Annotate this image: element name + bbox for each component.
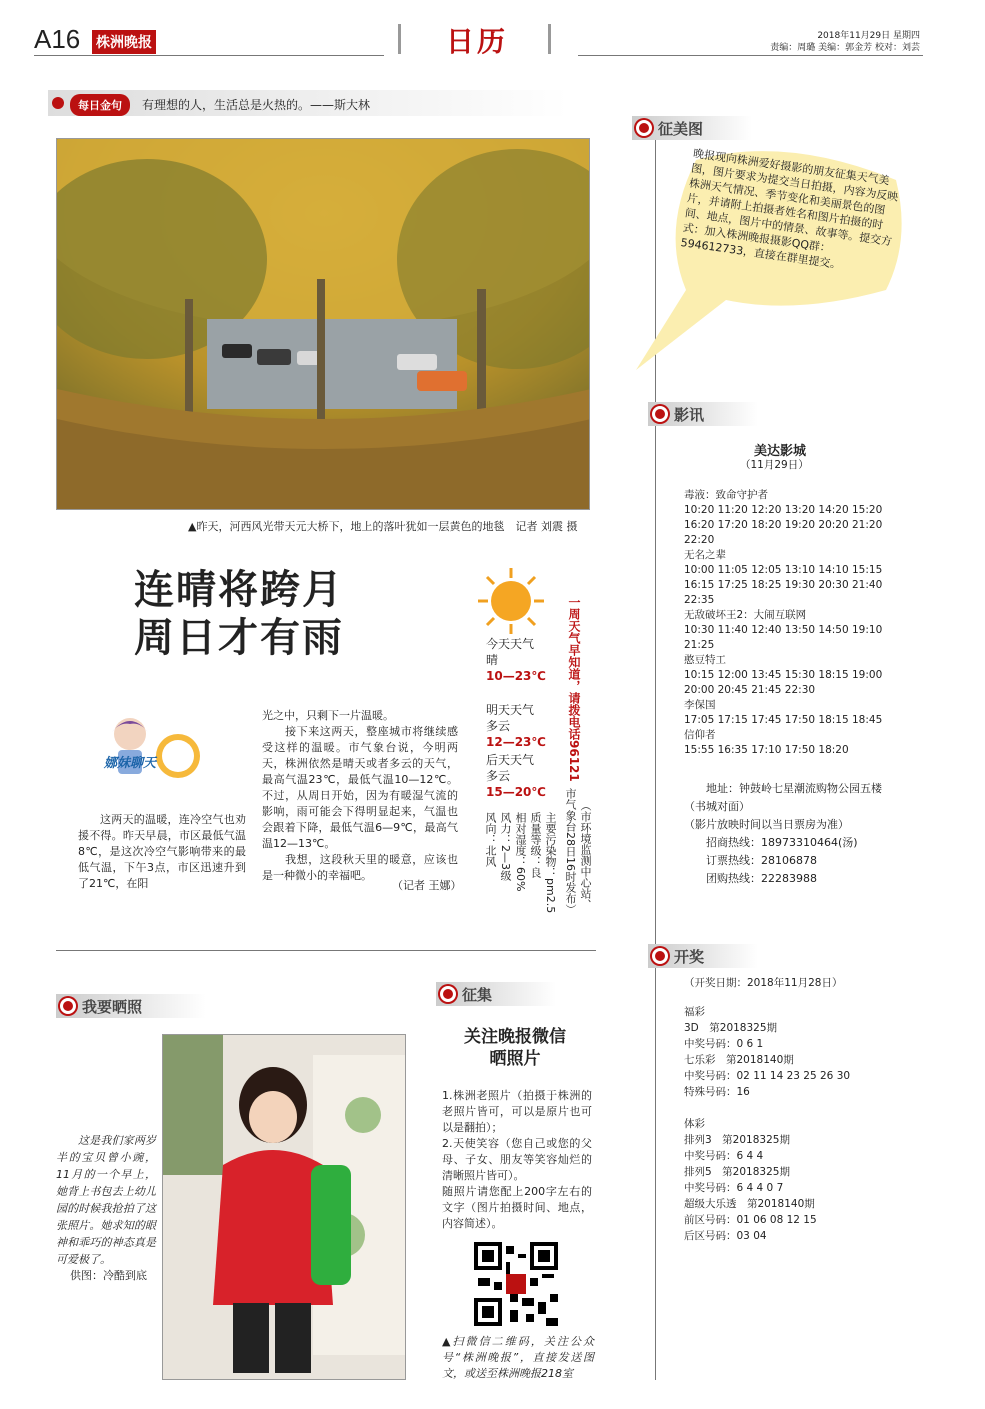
- weather-today-temp: 10—23℃: [486, 669, 546, 683]
- section-title: 日历: [446, 25, 509, 58]
- child-photo-illustration: [163, 1035, 406, 1380]
- header-info: [740, 30, 920, 54]
- kaijiang-line: 中奖号码：0 6 1: [684, 1038, 764, 1050]
- staff-line: 责编：周璐 美编：郭金芳 校对：刘芸: [770, 43, 920, 53]
- weather-tomorrow: [486, 702, 546, 750]
- weather-today-label: 今天天气: [486, 637, 535, 651]
- autumn-trees-illustration: [57, 139, 590, 510]
- mascot: [90, 712, 210, 782]
- yingxun-label: [648, 402, 758, 426]
- weather-tomorrow-cond: 多云: [486, 719, 511, 733]
- zhengji-text: 1.株洲老照片（拍摄于株洲的老照片皆可，可以是原片也可以是翻拍）； 2.天使笑容（您自己或您的父母、子女、朋友等笑容灿烂的清晰照片皆可）。 随照片请您配上200字左右的文字（图片拍摄时间、地点，内容简述）。: [442, 1089, 592, 1230]
- zhengji-heading: [440, 1026, 590, 1070]
- zhengmeitu-title: 征美图: [658, 119, 704, 138]
- quote-text: 有理想的人，生活总是火热的。——斯大林: [142, 98, 371, 112]
- weather-hotline: 一周天气早知道，请拨电话96121: [567, 596, 581, 782]
- film-name: 无敌破坏王2：大闹互联网: [684, 609, 807, 621]
- header-divider-right: [548, 24, 551, 54]
- weather-source: 市气象台28日16时发布）: [564, 788, 577, 915]
- film-name: 信仰者: [684, 729, 716, 741]
- film-times: 10:30 11:40 12:40 13:50 14:50 19:10 21:25: [684, 624, 883, 651]
- cinema-date: （11月29日）: [740, 459, 809, 471]
- kaijiang-label: [648, 944, 758, 968]
- header-divider-left: [398, 24, 401, 54]
- weather-today: [486, 636, 546, 684]
- section-dot-icon: [652, 948, 668, 964]
- article-byline: （记者 王娜）: [392, 879, 462, 892]
- weather-aqi: 质量等级：良: [529, 812, 542, 878]
- film-name: 无名之辈: [684, 549, 726, 561]
- date-line: 2018年11月29日 星期四: [817, 31, 920, 41]
- zhengmeitu-bubble: [636, 140, 916, 370]
- weather-today-cond: 晴: [486, 653, 499, 667]
- cinema-info: [684, 780, 884, 888]
- quote-dot: [52, 97, 64, 109]
- weather-dayafter-label: 后天天气: [486, 753, 535, 767]
- section-dot-icon: [440, 986, 456, 1002]
- film-name: 憨豆特工: [684, 654, 726, 666]
- headline-line1: 连晴将跨月: [134, 567, 344, 613]
- paper-logo: 株洲晚报: [92, 30, 156, 54]
- shaizhao-title: 我要晒照: [82, 997, 143, 1016]
- kaijiang-line: 特殊号码：16: [684, 1086, 750, 1098]
- cinema-name: 美达影城: [753, 444, 806, 459]
- kaijiang-line: [684, 1100, 884, 1116]
- shaizhao-label: [56, 994, 206, 1018]
- film-times: 10:20 11:20 12:20 13:20 14:20 15:20 16:20 17:20 18:20 19:20 20:20 21:20 22:20: [684, 504, 883, 546]
- article-col1: 这两天的温暖，连冷空气也劝援不得。昨天早晨，市区最低气温8℃，是这次冷空气影响带来的最低气温，下午3点，市区迅速升到了21℃，在阳: [78, 813, 246, 890]
- weather-pollutant: 主要污染物：pm2.5: [544, 812, 557, 914]
- film-times: 17:05 17:15 17:45 17:50 18:15 18:45: [684, 714, 883, 726]
- kaijiang-date: （开奖日期：2018年11月28日）: [684, 977, 843, 989]
- shaizhao-credit: 供图：冷酷到底: [70, 1269, 147, 1282]
- weather-dayafter: [486, 752, 546, 800]
- kaijiang-line: 后区号码：03 04: [684, 1230, 767, 1242]
- header-rule-left: [34, 55, 384, 56]
- film-times: 10:00 11:05 12:05 13:10 14:10 15:15 16:15 17:25 18:25 19:30 20:30 21:40 22:35: [684, 564, 883, 606]
- mascot-icon: [90, 712, 210, 782]
- quote-bar: [48, 90, 568, 116]
- kaijiang-title: 开奖: [674, 947, 705, 966]
- weather-dayafter-cond: 多云: [486, 769, 511, 783]
- zhengmeitu-text: 晚报现向株洲爱好摄影的朋友征集天气美图，图片要求为提交当日拍摄，内容为反映株洲天气情况、季节变化和美丽景色的图片，并请附上拍摄者姓名和图片拍摄的时间、地点，图片中的情景、故事等。提交方式：加入株洲晚报摄影QQ群：594612733，直接在群里提交。: [679, 146, 900, 272]
- zhengmeitu-label: [632, 116, 752, 140]
- page-number: A16: [34, 24, 81, 54]
- kaijiang-line: 超级大乐透 第2018140期: [684, 1198, 815, 1210]
- weather-dayafter-temp: 15—20℃: [486, 785, 546, 799]
- section-dot-icon: [636, 120, 652, 136]
- film-times: 10:15 12:00 13:45 15:30 18:15 19:00 20:00 20:45 21:45 22:30: [684, 669, 883, 696]
- quote-tag: 每日金句: [70, 94, 130, 116]
- qr-code-icon[interactable]: [474, 1242, 558, 1326]
- weather-wind-dir: 风向：北风: [484, 812, 497, 867]
- weather-wind-force: 风力：2—3级: [499, 812, 512, 881]
- cinema-address: 地址：钟鼓岭七星潮流购物公园五楼（书城对面）: [684, 782, 882, 813]
- mid-rule: [56, 950, 596, 951]
- weather-tomorrow-label: 明天天气: [486, 703, 535, 717]
- cinema-hotline2: 订票热线：28106878: [706, 854, 817, 867]
- film-name: 毒液：致命守护者: [684, 489, 768, 501]
- film-times: 15:55 16:35 17:10 17:50 18:20: [684, 744, 849, 756]
- film-list: [684, 488, 884, 758]
- header-rule-right: [578, 55, 923, 56]
- sun-icon: [476, 566, 546, 636]
- yingxun-title: 影讯: [674, 405, 705, 424]
- child-photo: [162, 1034, 406, 1380]
- weather-env-source: （市环境监测中心站、: [579, 800, 592, 910]
- headline: [134, 566, 344, 662]
- article-col2: 光之中，只剩下一片温暖。 接下来这两天，整座城市将继续感受这样的温暖。市气象台说，今明两天，株洲依然是晴天或者多云的天气，最高气温23℃，最低气温10—12℃。不过，从周日开始，因为有暖湿气流的影响，雨可能会下得明显起来，气温也会跟着下降，最低气温6—9℃，最高气温12—13℃。 我想，这段秋天里的暖意，应该也是一种微小的幸福吧。: [262, 709, 458, 882]
- kaijiang-line: 3D 第2018325期: [684, 1022, 778, 1034]
- zhengji-title: 征集: [462, 985, 493, 1004]
- kaijiang-line: 中奖号码：6 4 4 0 7: [684, 1182, 784, 1194]
- shaizhao-text: 这是我们家两岁半的宝贝曾小豌，11月的一个早上，她背上书包去上幼儿园的时候我抢拍了这张照片。她求知的眼神和乖巧的神态真是可爱极了。: [56, 1134, 156, 1266]
- kaijiang-line: 七乐彩 第2018140期: [684, 1054, 794, 1066]
- cinema-hotline1: 招商热线：18973310464(汤): [706, 836, 858, 849]
- weather-tomorrow-temp: 12—23℃: [486, 735, 546, 749]
- kaijiang-line: 中奖号码：6 4 4: [684, 1150, 764, 1162]
- zhengji-heading-line1: 关注晚报微信: [464, 1027, 566, 1047]
- kaijiang-line: 前区号码：01 06 08 12 15: [684, 1214, 817, 1226]
- kaijiang-lines: [684, 1004, 884, 1244]
- qr-caption: ▲扫微信二维码，关注公众号“株洲晚报”，直接发送图文，或送至株洲晚报218室: [442, 1335, 594, 1380]
- kaijiang-line: 中奖号码：02 11 14 23 25 26 30: [684, 1070, 851, 1082]
- main-photo-caption: ▲昨天，河西风光带天元大桥下，地上的落叶犹如一层黄色的地毯 记者 刘震 摄: [188, 520, 578, 533]
- main-photo: [56, 138, 590, 510]
- kaijiang-line: 体彩: [684, 1118, 705, 1130]
- cinema-hotline3: 团购热线：22283988: [706, 872, 817, 885]
- cinema-note: （影片放映时间以当日票房为准）: [684, 818, 849, 831]
- weather-humidity: 相对湿度：60%: [514, 812, 527, 892]
- zhengji-heading-line2: 晒照片: [489, 1049, 541, 1069]
- section-dot-icon: [652, 406, 668, 422]
- film-name: 李保国: [684, 699, 716, 711]
- section-dot-icon: [60, 998, 76, 1014]
- kaijiang-line: 福彩: [684, 1006, 705, 1018]
- kaijiang-line: 排列5 第2018325期: [684, 1166, 790, 1178]
- mascot-label: 娜妹聊天: [104, 756, 157, 771]
- zhengji-label: [436, 982, 556, 1006]
- headline-line2: 周日才有雨: [134, 615, 344, 661]
- kaijiang-line: 排列3 第2018325期: [684, 1134, 790, 1146]
